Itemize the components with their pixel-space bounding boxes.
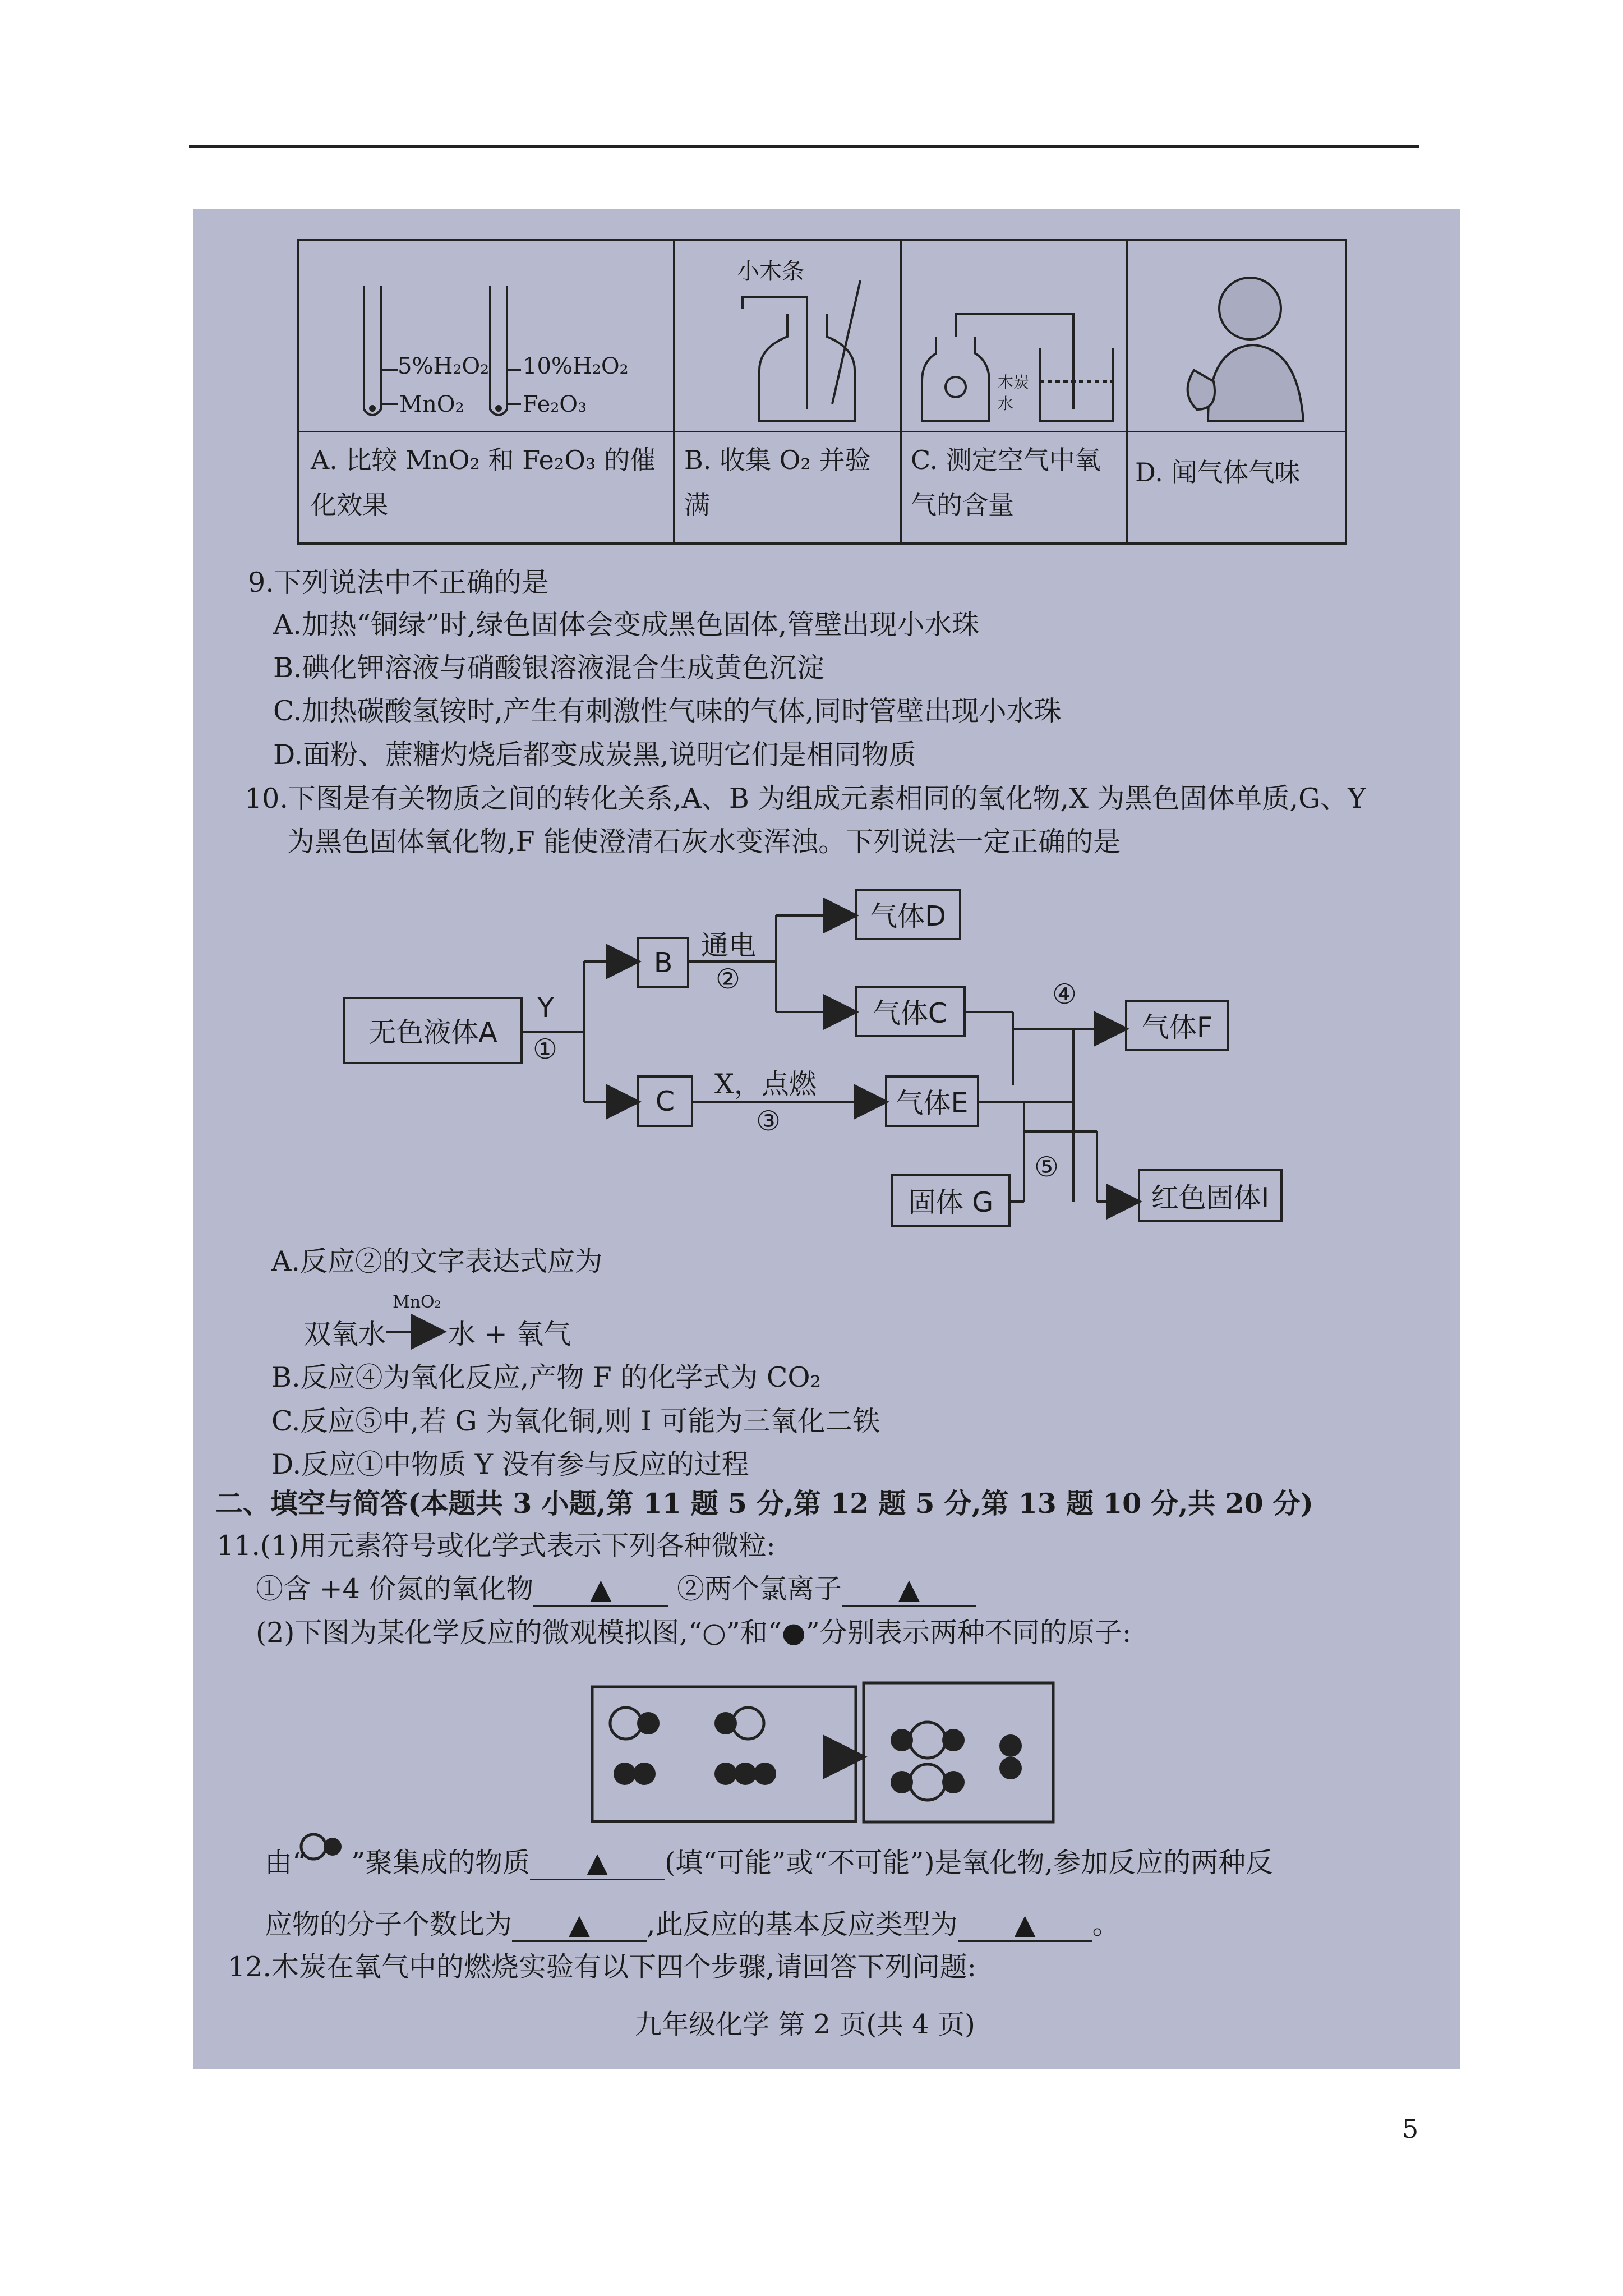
q10-option-b: B.反应④为氧化反应,产物 F 的化学式为 CO₂ [271,1361,822,1393]
x-ignite-label: X，点燃 [714,1068,817,1100]
q9-option-b: B.碘化钾溶液与硝酸银溶液混合生成黄色沉淀 [273,652,824,684]
catalyst2-label: Fe₂O₃ [523,392,587,417]
micro-reaction-model [193,209,1460,2069]
q9-stem: 9.下列说法中不正确的是 [248,567,549,599]
q12-prompt: 12.木炭在氧气中的燃烧实验有以下四个步骤,请回答下列问题: [228,1951,977,1983]
node-colorless-liquid-a: 无色液体A [343,997,523,1064]
caption-b: B. 收集 O₂ 并验满 [684,445,871,520]
answer-blank-1[interactable]: ▲ [533,1573,668,1607]
electrolysis-label: 通电 [701,930,757,961]
reaction-5-marker: ⑤ [1034,1151,1059,1183]
node-solid-g: 固体 G [891,1174,1011,1227]
tube1-label: 5%H₂O₂ [398,353,490,379]
caption-d: D. 闻气体气味 [1135,457,1301,487]
q11-item1-label: ①含 +4 价氮的氧化物 [256,1573,534,1605]
answer-blank-2[interactable]: ▲ [842,1573,976,1607]
q10-stem-line1: 10.下图是有关物质之间的转化关系,A、B 为组成元素相同的氧化物,X 为黑色固体单质,G、Y [245,783,1366,815]
reaction-1-marker: ① [533,1033,557,1065]
q11-type-label: ,此反应的基本反应类型为 [647,1908,958,1940]
node-gas-d: 气体D [855,889,961,940]
answer-blank-4[interactable]: ▲ [512,1908,647,1942]
catalyst-condition: MnO₂ [393,1292,441,1312]
q11-part2-line1 [265,1841,1273,1880]
answer-blank-3[interactable]: ▲ [530,1847,665,1880]
q10-option-a: A.反应②的文字表达式应为 [271,1245,602,1277]
node-red-solid-i: 红色固体I [1138,1169,1283,1222]
charcoal-label: 木炭 [998,373,1030,392]
reaction-3-marker: ③ [756,1105,781,1137]
reaction-4-marker: ④ [1052,978,1077,1010]
tube2-label: 10%H₂O₂ [523,353,629,379]
q9-option-c: C.加热碳酸氢铵时,产生有刺激性气味的气体,同时管壁出现小水珠 [273,695,1062,727]
q11-quote-open: 由“ [265,1847,307,1879]
q10-stem-line2: 为黑色固体氧化物,F 能使澄清石灰水变浑浊。下列说法一定正确的是 [287,826,1121,858]
splint-label: 小木条 [737,259,804,284]
exam-footer: 九年级化学 第 2 页(共 4 页) [635,2009,975,2040]
water-label: 水 [998,394,1014,413]
section-2-heading: 二、填空与简答(本题共 3 小题,第 11 题 5 分,第 12 题 5 分,第 13 题 10 分,共 20 分) [215,1487,1313,1520]
reagent-y: Y [537,992,554,1024]
q11-part1-prompt: 11.(1)用元素符号或化学式表示下列各种微粒: [216,1530,776,1562]
answer-blank-5[interactable]: ▲ [958,1908,1092,1942]
scanned-exam-page [193,209,1460,2069]
q11-ratio-label: 应物的分子个数比为 [265,1908,513,1940]
equation-left: 双氧水 [303,1318,386,1350]
node-c: C [637,1075,693,1127]
q9-option-a: A.加热“铜绿”时,绿色固体会变成黑色固体,管壁出现小水珠 [273,609,980,641]
node-gas-c: 气体C [855,986,966,1037]
q11-line-end: 。 [1092,1908,1120,1940]
reaction-2-marker: ② [716,963,740,995]
q9-option-d: D.面粉、蔗糖灼烧后都变成炭黑,说明它们是相同物质 [273,739,916,771]
q11-substance-label: ”聚集成的物质 [351,1847,531,1879]
catalyst1-label: MnO₂ [399,392,464,417]
q11-part2-text: (填“可能”或“不可能”)是氧化物,参加反应的两种反 [665,1847,1274,1879]
node-gas-f: 气体F [1125,1000,1229,1051]
header-rule [189,145,1419,148]
q10-option-d: D.反应①中物质 Y 没有参与反应的过程 [271,1448,749,1480]
caption-a: A. 比较 MnO₂ 和 Fe₂O₃ 的催化效果 [311,445,656,520]
page-number: 5 [1402,2114,1419,2144]
q11-part2-line2 [265,1903,1120,1942]
q11-item2-label: ②两个氯离子 [676,1573,842,1605]
caption-c: C. 测定空气中氧气的含量 [911,445,1101,520]
node-b: B [637,937,689,988]
q10-option-c: C.反应⑤中,若 G 为氧化铜,则 I 可能为三氧化二铁 [271,1405,880,1437]
q11-part2-prompt: (2)下图为某化学反应的微观模拟图,“○”和“●”分别表示两种不同的原子: [256,1617,1132,1649]
equation-right: 水 + 氧气 [448,1318,571,1350]
node-gas-e: 气体E [885,1075,979,1127]
